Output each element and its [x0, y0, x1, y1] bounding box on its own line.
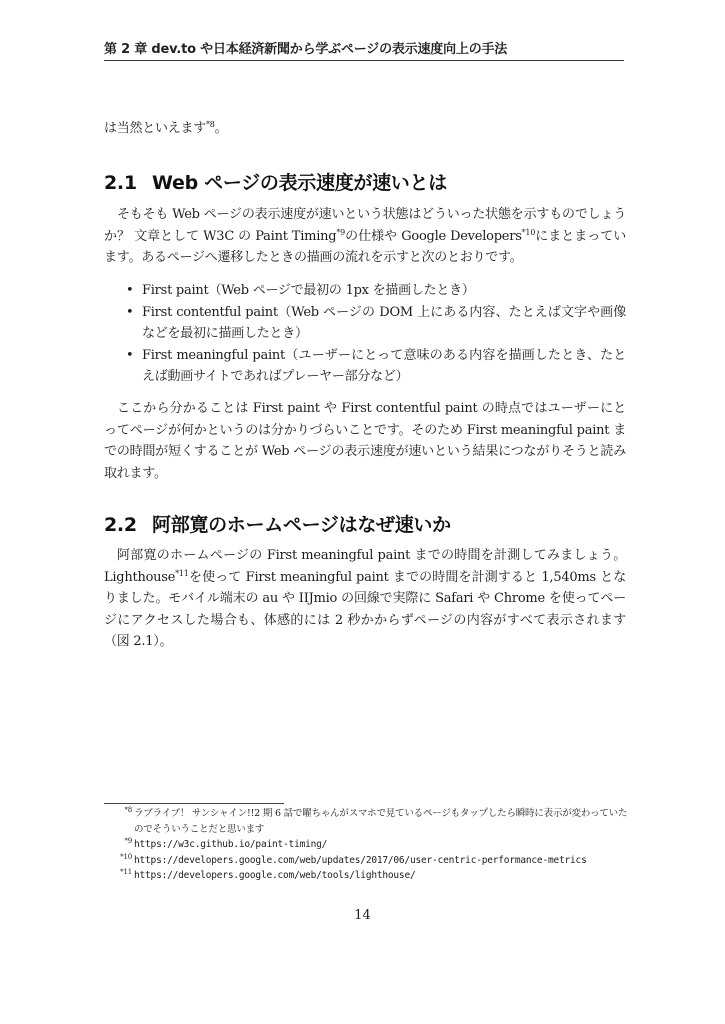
footnote-url-link[interactable]: https://developers.google.com/web/updates/2017/06/user-centric-performance-metrics [134, 854, 587, 866]
list-item-first-contentful-paint: • First contentful paint（Web ページの DOM 上にある内容、たとえば文字や画像などを最初に描画したとき） [126, 302, 626, 345]
footnote-url-link[interactable]: https://w3c.github.io/paint-timing/ [134, 839, 328, 850]
footnote-9 [104, 837, 629, 853]
section-title: Web ページの表示速度が速いとは [152, 172, 447, 194]
footnotes [104, 806, 629, 884]
paragraph-text: を使って First meaningful paint までの時間を計測すると 1,540ms となりました。モバイル端末の au や IIJmio の回線で実際に Safari や Chrome を使ってページにアクセスした場合も、体感的には 2 秒かからずページの内容がすべて表示されます（図 2.1）。 [104, 569, 626, 649]
footnote-mark: *8 [124, 806, 132, 814]
intro-tail: 。 [214, 121, 228, 136]
footnote-mark: *9 [124, 837, 132, 845]
paragraph-text: そもそも Web ページの表示速度が速いという状態はどういった状態を示すものでしょうか？ 文章として W3C の Paint Timing [104, 207, 626, 244]
section-heading-2-2 [104, 510, 626, 537]
header-rule [104, 60, 624, 61]
footnote-mark-number: 10 [123, 852, 132, 861]
footnote-ref-11[interactable]: *11 [175, 568, 189, 578]
footnote-text: ラブライブ！ サンシャイン!!2 期 6 話で曜ちゃんがスマホで見ているページもタップしたら瞬時に表示が変わっていたのでそういうことだと思います [134, 808, 628, 835]
running-header: 第 2 章 dev.to や日本経済新聞から学ぶページの表示速度向上の手法 [104, 42, 508, 57]
list-item-first-paint: • First paint（Web ページで最初の 1px を描画したとき） [126, 280, 626, 302]
paragraph-text: の仕様や Google Developers [344, 228, 522, 244]
footnote-mark: *11 [120, 868, 132, 876]
footnote-mark-number: 8 [127, 806, 132, 814]
section-2-1-paragraph-1 [104, 204, 626, 269]
footnote-8 [104, 806, 629, 837]
section-heading-2-1 [104, 168, 626, 195]
list-item-first-meaningful-paint: • First meaningful paint（ユーザーにとって意味のある内容を描画したとき、たとえば動画サイトであればプレーヤー部分など） [126, 345, 626, 388]
intro-text: は当然といえます [104, 121, 207, 136]
section-number: 2.1 [104, 172, 137, 194]
page-number: 14 [354, 908, 371, 923]
footnote-10 [104, 853, 629, 869]
footnote-rule [104, 803, 284, 804]
section-2-1-paragraph-2: ここから分かることは First paint や First contentful paint の時点ではユーザーにとってページが何かというのは分かりづらいことです。そのため First meaningful paint までの時間が短くすることが Web ページの表示速度が速いという結果につながりそうと読み取れます。 [104, 401, 626, 481]
intro-paragraph [104, 118, 626, 140]
section-2-2-paragraph-1 [104, 545, 626, 653]
footnote-mark-number: 11 [123, 868, 132, 876]
paint-stages-list [126, 280, 626, 388]
section-number: 2.2 [104, 514, 137, 536]
footnote-11 [104, 868, 629, 884]
footnote-mark-number: 9 [127, 837, 132, 845]
footnote-mark: *10 [120, 852, 132, 861]
footnote-url-link[interactable]: https://developers.google.com/web/tools/lighthouse/ [134, 870, 416, 881]
paragraph-text: にまとまっています。あるページへ遷移したときの描画の流れを示すと次のとおりです。 [104, 228, 627, 265]
footnote-ref-10[interactable]: *10 [521, 227, 536, 237]
section-title: 阿部寛のホームページはなぜ速いか [152, 514, 451, 536]
footnote-ref-8[interactable]: *8 [206, 120, 215, 129]
footnote-ref-9[interactable]: *9 [336, 227, 345, 237]
paragraph-text: 阿部寛のホームページの First meaningful paint までの時間を計測してみましょう。Lighthouse [104, 548, 626, 585]
